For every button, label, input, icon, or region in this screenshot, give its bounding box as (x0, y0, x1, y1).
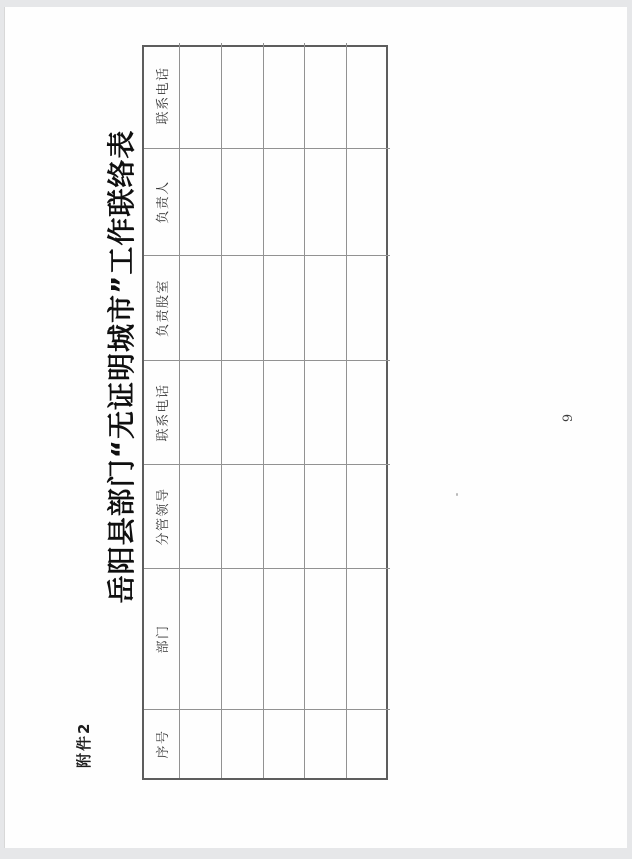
table-cell (180, 709, 222, 778)
table-cell (222, 43, 264, 148)
table-cell (222, 148, 264, 255)
table-cell (222, 464, 264, 568)
table-cell (347, 255, 390, 360)
table-cell (264, 568, 305, 709)
table-cell (180, 464, 222, 568)
table-cell (180, 43, 222, 148)
rotated-landscape-content (5, 7, 627, 848)
table-cell (264, 709, 305, 778)
table-cell (305, 568, 347, 709)
table-cell (222, 709, 264, 778)
table-cell (347, 464, 390, 568)
column-header-leader: 分管领导 (144, 464, 180, 568)
table-cell (222, 568, 264, 709)
contact-table (142, 45, 388, 780)
table-cell (264, 148, 305, 255)
table-cell (264, 255, 305, 360)
table-cell (222, 255, 264, 360)
attachment-label: 附件2 (75, 721, 93, 768)
page-number: 9 (561, 413, 576, 423)
table-cell (305, 43, 347, 148)
table-cell (347, 148, 390, 255)
table-cell (222, 360, 264, 464)
table-cell (180, 568, 222, 709)
table-cell (347, 568, 390, 709)
table-cell (347, 360, 390, 464)
column-header-person: 负责人 (144, 148, 180, 255)
scan-artifact (456, 493, 458, 496)
column-header-department: 部门 (144, 568, 180, 709)
table-cell (180, 255, 222, 360)
table-cell (264, 464, 305, 568)
document-title: 岳阳县部门“无证明城市”工作联络表 (105, 129, 138, 604)
table-cell (347, 43, 390, 148)
column-header-leader-phone: 联系电话 (144, 360, 180, 464)
table-cell (180, 148, 222, 255)
table-cell (347, 709, 390, 778)
column-header-index: 序号 (144, 709, 180, 778)
table-cell (305, 255, 347, 360)
table-cell (264, 43, 305, 148)
document-page (4, 7, 627, 848)
column-header-section: 负责股室 (144, 255, 180, 360)
table-cell (305, 464, 347, 568)
column-header-person-phone: 联系电话 (144, 43, 180, 148)
table-cell (305, 360, 347, 464)
table-cell (264, 360, 305, 464)
table-cell (305, 709, 347, 778)
table-cell (180, 360, 222, 464)
table-cell (305, 148, 347, 255)
